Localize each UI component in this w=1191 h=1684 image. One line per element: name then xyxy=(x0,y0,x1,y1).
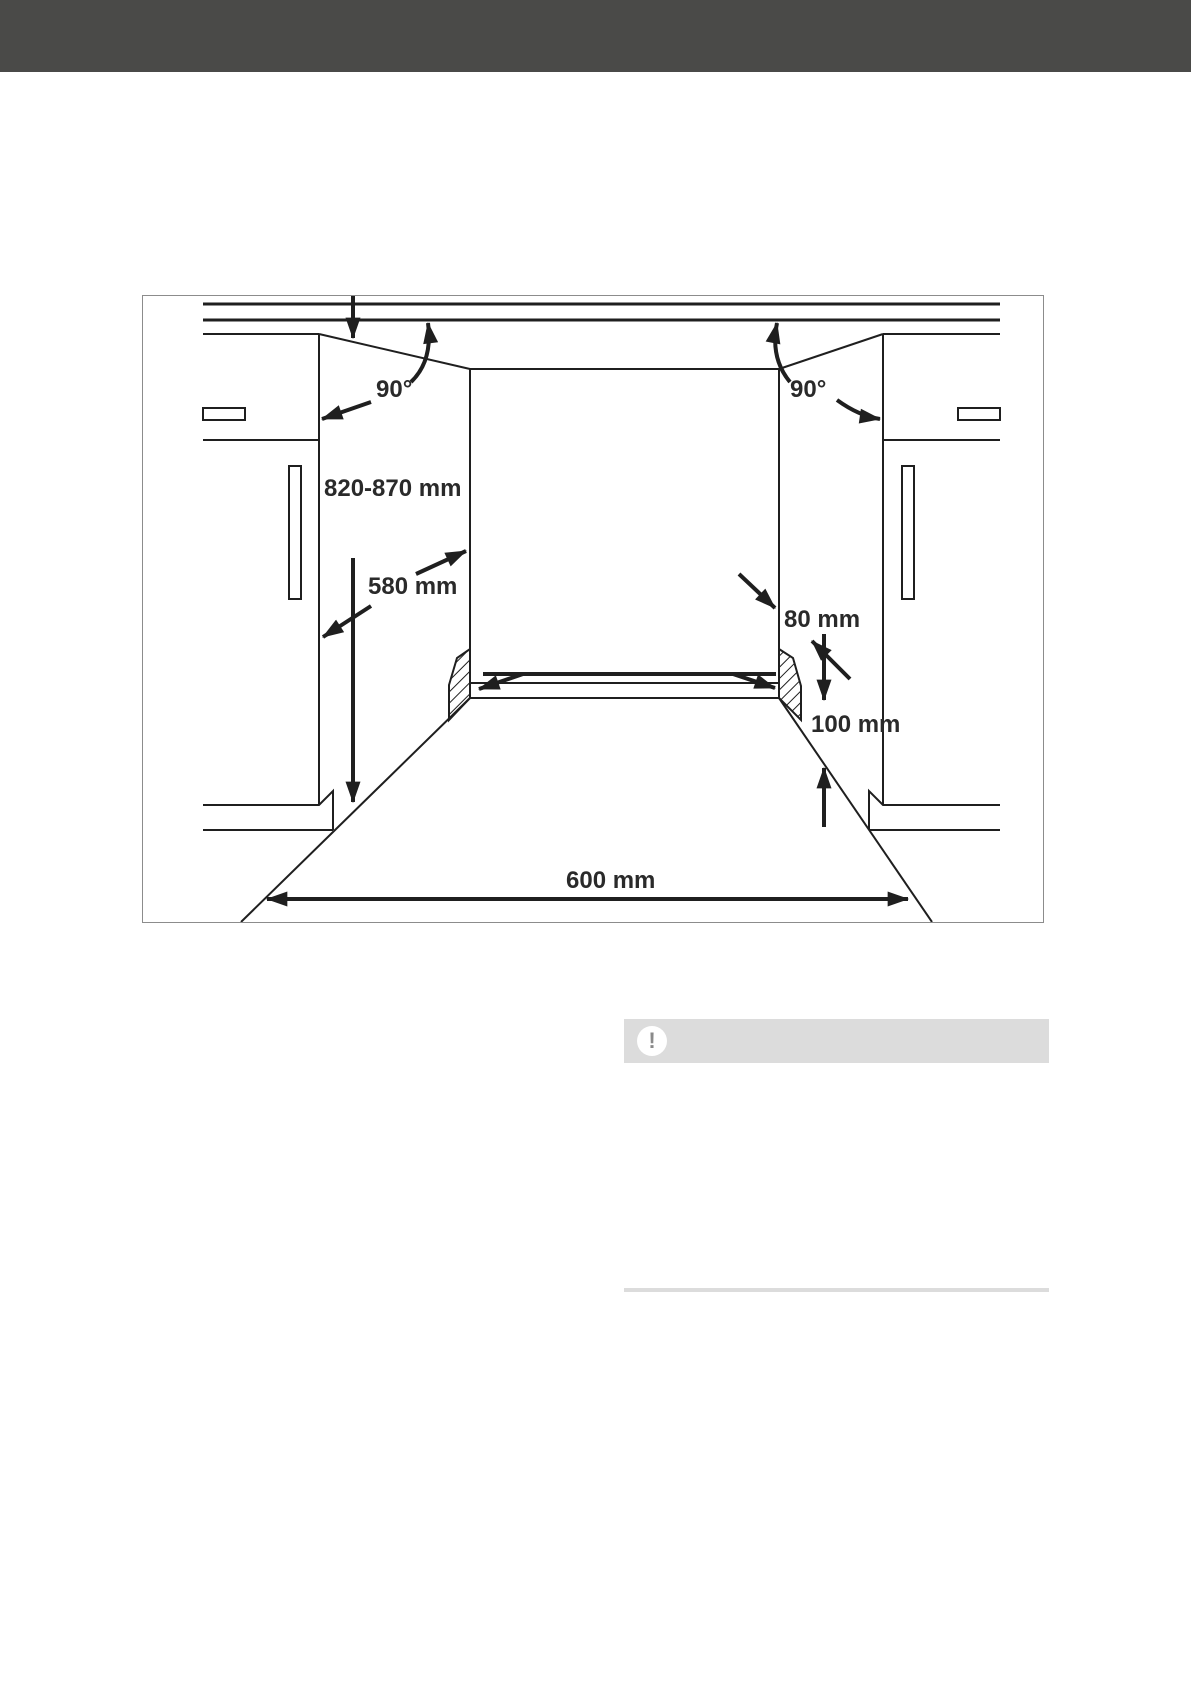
angle-left-arrow-side xyxy=(322,402,371,419)
left-plinth-step xyxy=(203,791,333,830)
depth-arrow-back xyxy=(416,551,466,574)
right-hatched-plinth xyxy=(779,649,801,720)
niche-back-wall xyxy=(470,369,779,698)
exclamation-icon: ! xyxy=(637,1026,667,1056)
depth-label: 580 mm xyxy=(368,573,458,600)
left-door-handle xyxy=(289,466,301,599)
niche-left-ceiling xyxy=(319,334,470,369)
floor-left-edge xyxy=(241,698,470,922)
left-hatched-plinth xyxy=(449,649,470,720)
angle-right-arrow-up xyxy=(775,323,790,382)
right-drawer-handle xyxy=(958,408,1000,420)
notice-box xyxy=(624,1019,1049,1063)
right-door-handle xyxy=(902,466,914,599)
angle-right-arrow-side xyxy=(837,400,880,419)
depth-arrow-front xyxy=(323,606,371,637)
diagram-svg xyxy=(143,296,1043,922)
width-label: 600 mm xyxy=(566,867,656,894)
cabinet-lines xyxy=(203,304,1000,922)
inner-width-arrow-right xyxy=(733,674,775,688)
side-gap-arrow-in xyxy=(739,574,775,608)
niche-right-ceiling xyxy=(779,334,883,369)
notice-bottom-rule xyxy=(624,1288,1049,1292)
angle-left-arrow-up xyxy=(411,323,429,382)
height-label: 820-870 mm xyxy=(324,475,462,502)
header-bar xyxy=(0,0,1191,72)
angle-left-label: 90° xyxy=(376,376,413,403)
right-plinth-step xyxy=(869,791,1000,830)
plinth-label: 100 mm xyxy=(811,711,901,738)
installation-diagram xyxy=(142,295,1044,923)
side-gap-label: 80 mm xyxy=(784,606,861,633)
side-gap-arrow-out xyxy=(812,641,850,679)
angle-right-label: 90° xyxy=(790,376,827,403)
left-drawer-handle xyxy=(203,408,245,420)
inner-width-arrow-left xyxy=(479,674,523,689)
